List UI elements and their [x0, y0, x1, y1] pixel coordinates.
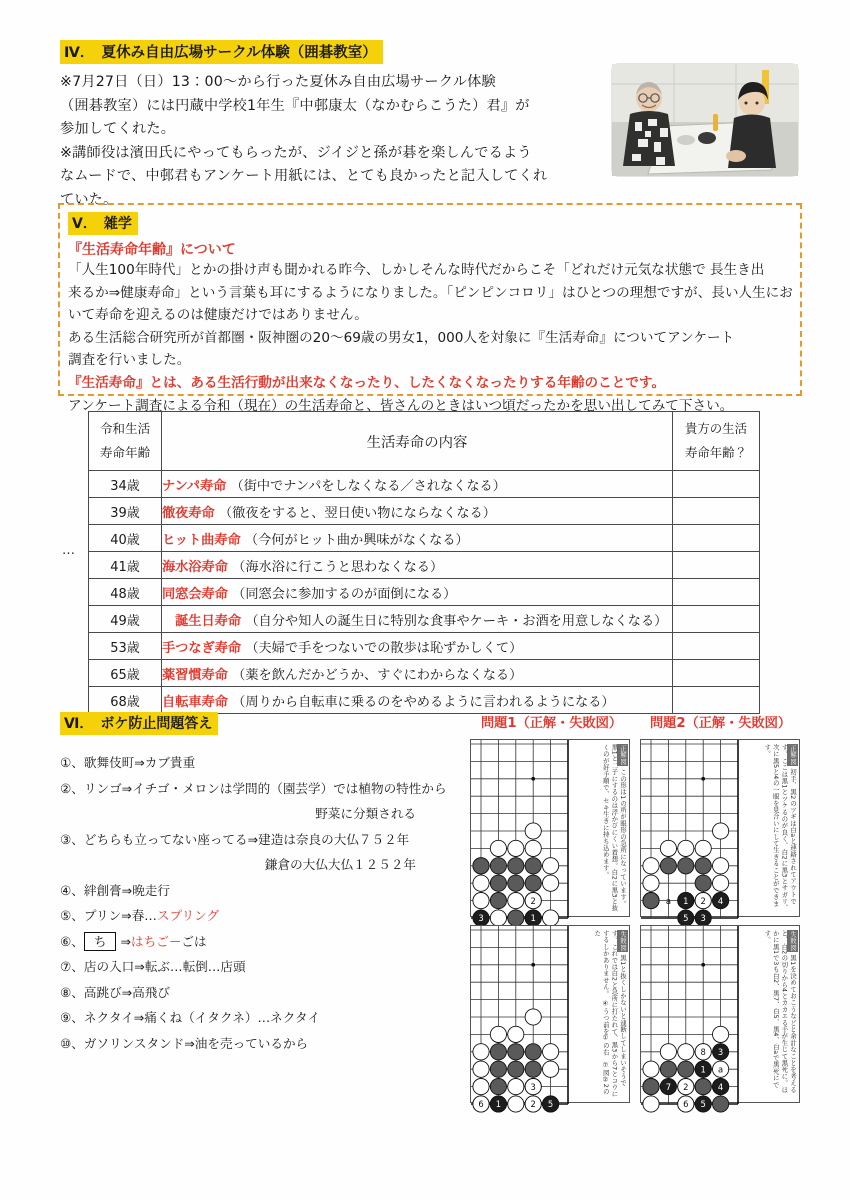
white-stone: [695, 840, 711, 856]
answer-text: ③、どちらも立ってない座ってる⇒建造は奈良の大仏７５２年: [60, 831, 410, 847]
answer-item: [60, 878, 470, 904]
black-stone: [525, 1044, 541, 1060]
white-stone: [508, 1096, 524, 1112]
white-stone: [508, 1026, 524, 1042]
go-figure-caption: [737, 742, 797, 914]
white-stone: [473, 1079, 489, 1095]
cell-content: [162, 525, 673, 552]
go-board-diagram: [641, 740, 745, 924]
white-stone: [508, 893, 524, 909]
header-yours-line1: 貴方の生活: [685, 421, 747, 436]
lifespan-term: 海水浴寿命: [162, 559, 228, 575]
white-stone: [490, 910, 506, 926]
black-stone: [490, 1044, 506, 1060]
white-stone: [678, 840, 694, 856]
white-stone: [713, 875, 729, 891]
answer-item: [60, 903, 470, 929]
cell-your-age[interactable]: [673, 579, 760, 606]
black-stone: [678, 858, 694, 874]
section-4-line: （囲碁教室）には円蔵中学校1年生『中邨康太（なかむらこうた）君』が: [60, 97, 530, 114]
answer-item: [60, 750, 470, 776]
go-figure-label: 失敗図: [789, 931, 796, 952]
white-stone: [643, 875, 659, 891]
black-stone: [525, 1061, 541, 1077]
lifespan-description: （夫婦で手をつないでの散歩は恥ずかしくて）: [241, 640, 523, 656]
stone-move-number: 1: [530, 913, 536, 924]
cell-your-age[interactable]: [673, 525, 760, 552]
answer-item: [60, 929, 470, 955]
white-stone: [543, 1061, 559, 1077]
white-stone: [543, 910, 559, 926]
go-figure-caption-text: この形は1の所が眼形の急所になっています。黒1と二子にするのは浮かびにくい着想。白2に黒3と抜くのが好手順で、セキ生きに持ち込めます。: [601, 744, 626, 912]
table-row: [89, 687, 760, 714]
go-figure-label: 正解図: [619, 745, 626, 766]
cell-content: [162, 660, 673, 687]
white-stone: [473, 875, 489, 891]
cell-content: [162, 633, 673, 660]
section-5-line: ある生活総合研究所が首都圏・阪神圏の20～69歳の男女1，000人を対象に『生活寿命』についてアンケート: [68, 329, 735, 346]
section-5: [58, 203, 802, 414]
white-stone: [490, 1026, 506, 1042]
black-stone: [490, 858, 506, 874]
table-row: [89, 579, 760, 606]
answer-text: ②、リンゴ⇒イチゴ・メロンは学問的（園芸学）では植物の特性から: [60, 780, 447, 796]
lifespan-term: 手つなぎ寿命: [162, 640, 242, 656]
table-left-marker: …: [62, 543, 77, 558]
black-stone: [490, 893, 506, 909]
lifespan-description: （街中でナンパをしなくなる／されなくなる）: [226, 478, 506, 494]
cell-your-age[interactable]: [673, 660, 760, 687]
answer-item: [60, 980, 470, 1006]
cell-your-age[interactable]: [673, 633, 760, 660]
black-stone: [525, 858, 541, 874]
table-row: [89, 552, 760, 579]
white-stone: [525, 1009, 541, 1025]
black-stone: [508, 875, 524, 891]
cell-age: 40歳: [89, 525, 162, 552]
black-stone: [508, 858, 524, 874]
section-4-heading-text: Ⅳ． 夏休み自由広場サークル体験（囲碁教室）: [60, 40, 383, 64]
white-stone: [508, 1079, 524, 1095]
go-figure: [470, 739, 630, 924]
go-figure-caption: [567, 742, 627, 914]
go-problem-2-heading: 問題2（正解・失敗図）: [649, 716, 792, 731]
stone-move-number: 7: [665, 1081, 672, 1092]
black-stone: [643, 1079, 659, 1095]
stone-move-number: 3: [700, 913, 706, 924]
header-yours: [673, 412, 760, 471]
table-body: [89, 471, 760, 714]
go-board-diagram: [641, 926, 745, 1110]
header-age-line1: 令和生活: [99, 421, 151, 436]
stone-move-number: 3: [717, 1047, 724, 1057]
lifespan-description: （自分や知人の誕生日に特別な食事やケーキ・お酒を用意しなくなる）: [241, 613, 668, 629]
go-figure-grid: [470, 739, 804, 1110]
header-yours-line2: 寿命年齢？: [685, 445, 747, 460]
stone-move-number: 5: [547, 1099, 554, 1110]
stone-move-number: 2: [683, 1081, 689, 1092]
stone-move-number: 2: [530, 1099, 536, 1110]
white-stone: [543, 858, 559, 874]
black-stone: [660, 1061, 676, 1077]
answer-tail: －ごは: [168, 933, 207, 949]
section-4-line: ていた。: [60, 191, 118, 208]
answer-item: [60, 1005, 470, 1031]
black-stone: [695, 1079, 711, 1095]
section-5-line: アンケート調査による令和（現在）の生活寿命と、皆さんのときはいつ頃だったかを思い出してみて下さい。: [68, 397, 734, 414]
lifespan-term: 徹夜寿命: [162, 505, 215, 521]
black-stone: [508, 1044, 524, 1060]
go-figure-caption-text: 初手、黒2のツギは白aと連絡されてアウトです。ここは黒1とツケるのが良く、白2に黒3とサガリ、次に黒5と4の一眼を見合いにして生きることができます。: [763, 744, 796, 912]
cell-age: 65歳: [89, 660, 162, 687]
cell-age: 68歳: [89, 687, 162, 714]
lifespan-description: （今何がヒット曲か興味がなくなる）: [240, 532, 469, 548]
go-figure-label: 正解図: [789, 745, 796, 766]
section-4-heading: [60, 40, 800, 64]
cell-your-age[interactable]: [673, 687, 760, 714]
lifespan-term: 誕生日寿命: [162, 613, 242, 629]
answer-item: [60, 954, 470, 980]
cell-your-age[interactable]: [673, 498, 760, 525]
go-figure: [640, 925, 800, 1110]
section-4-line: 参加してくれた。: [60, 121, 176, 137]
table-row: [89, 606, 760, 633]
answer-highlight: スプリング: [156, 908, 220, 923]
section-4-line: ※講師役は濱田氏にやってもらったが、ジイジと孫が碁を楽しんでるよう: [60, 144, 532, 161]
stone-move-number: 3: [478, 913, 484, 924]
cell-your-age[interactable]: [673, 606, 760, 633]
answer-text: ⑧、高跳び⇒高飛び: [60, 984, 170, 1000]
cell-content: [162, 471, 673, 498]
black-stone: [660, 858, 676, 874]
table-row: [89, 633, 760, 660]
white-stone: [473, 1061, 489, 1077]
white-stone: [643, 858, 659, 874]
go-problem-1-heading: 問題1（正解・失敗図）: [480, 716, 623, 731]
white-stone: [660, 1044, 676, 1060]
go-figure: [470, 925, 630, 1110]
board-letter-marker: a: [665, 895, 671, 906]
answer-continuation: 野菜に分類される: [315, 806, 416, 821]
go-board-diagram: [471, 926, 575, 1110]
cell-age: 48歳: [89, 579, 162, 606]
go-figure-caption: [737, 928, 797, 1100]
lifespan-term: 同窓会寿命: [162, 586, 228, 602]
lifespan-description: （薬を飲んだかどうか、すぐにわからなくなる）: [227, 667, 523, 683]
cell-age: 34歳: [89, 471, 162, 498]
white-stone: [473, 893, 489, 909]
answer-number: ⑤、プリン⇒春…: [60, 908, 157, 923]
table-row: [89, 525, 760, 552]
answer-text: ⑨、ネクタイ⇒痛くね（イタクネ）…ネクタイ: [60, 1010, 320, 1025]
stone-move-number: 2: [700, 895, 706, 906]
white-stone: [508, 840, 524, 856]
go-problem-headings: [474, 712, 804, 731]
answer-highlight: はちご: [131, 933, 169, 949]
answer-continuation: 鎌倉の大仏大仏１２５２年: [264, 857, 416, 872]
life-span-table: [88, 411, 760, 714]
photo-illustration: [612, 64, 798, 176]
section-5-line-emphasis: 『生活寿命』とは、ある生活行動が出来なくなったり、したくなくなったりする年齢のことです。: [68, 374, 666, 391]
go-figure-caption: [567, 928, 627, 1100]
section-4-line: なムードで、中邨君もアンケート用紙には、とても良かったと記入してくれ: [60, 168, 548, 184]
section-6: [60, 712, 470, 1056]
go-figure-caption-text: 黒1と抜くしかないと連断してしまいそうです。これでは白2と急所に打たれて、黒3から7とコウにするしかありません。 ④うつ前を①の右 ⑦図②2のた: [593, 930, 626, 1098]
black-stone: [525, 875, 541, 891]
answer-text: ①、歌舞伎町⇒カブ貴重: [60, 755, 196, 770]
white-stone: [643, 1061, 659, 1077]
igo-classroom-photo: [612, 64, 798, 176]
go-figure-label: 失敗図: [619, 931, 626, 952]
go-problems-area: [470, 712, 804, 1110]
black-stone: [713, 1096, 729, 1112]
white-stone: [543, 1044, 559, 1060]
white-stone: [713, 1026, 729, 1042]
white-stone: [678, 1044, 694, 1060]
white-stone: [543, 875, 559, 891]
lifespan-description: （海水浴に行こうと思わなくなる）: [227, 559, 444, 575]
black-stone: [490, 1079, 506, 1095]
white-stone: [525, 823, 541, 839]
white-stone: [525, 840, 541, 856]
answer-item: [60, 827, 470, 878]
stone-move-number: 6: [683, 1099, 689, 1110]
black-stone: [508, 910, 524, 926]
cell-your-age[interactable]: [673, 552, 760, 579]
cell-content: [162, 579, 673, 606]
white-stone: [713, 823, 729, 839]
cell-content: [162, 606, 673, 633]
go-figure-caption-text: 黒1を決めておこうなどと余計なことを考えると、白2の切りから4とカカエる手が生じて黒死に。ほかに黒1で3も白2、黒7、白5、黒4、白aで黒死にです。: [763, 930, 796, 1093]
black-stone: [678, 1061, 694, 1077]
section-5-heading: [68, 212, 790, 235]
stone-move-number: 5: [683, 913, 689, 924]
section-5-subtitle: 『生活寿命年齢』について: [68, 242, 236, 258]
cell-age: 39歳: [89, 498, 162, 525]
header-age: [89, 412, 162, 471]
stone-move-number: 3: [530, 1081, 536, 1092]
answer-number: ⑥、: [60, 933, 84, 949]
black-stone: [695, 875, 711, 891]
lifespan-term: ヒット曲寿命: [162, 532, 241, 548]
white-stone: [490, 840, 506, 856]
black-stone: [473, 858, 489, 874]
white-stone: [473, 1044, 489, 1060]
cell-age: 53歳: [89, 633, 162, 660]
section-5-line: いて寿命を迎えるのは健康だけではありません。: [68, 307, 368, 324]
header-content: 生活寿命の内容: [162, 412, 673, 471]
header-age-line2: 寿命年齢: [99, 445, 151, 460]
section-6-heading-text: Ⅵ． ボケ防止問題答え: [60, 712, 218, 735]
answer-item: [60, 1031, 470, 1057]
lifespan-term: ナンパ寿命: [162, 478, 227, 494]
cell-content: [162, 687, 673, 714]
black-stone: [490, 1061, 506, 1077]
stone-move-number: 1: [495, 1099, 502, 1110]
go-figure: [640, 739, 800, 924]
stone-move-number: 4: [717, 1081, 724, 1092]
white-stone: [643, 1096, 659, 1112]
cell-content: [162, 552, 673, 579]
cell-age: 49歳: [89, 606, 162, 633]
stone-move-number: 1: [700, 1064, 706, 1075]
cell-your-age[interactable]: [673, 471, 760, 498]
answer-text: ⑩、ガソリンスタンド⇒油を売っているから: [60, 1035, 309, 1051]
table-header-row: [89, 412, 760, 471]
answer-list: [60, 750, 470, 1056]
answer-item: [60, 776, 470, 827]
white-stone: [713, 858, 729, 874]
boxed-character: ち: [84, 932, 117, 951]
table-row: [89, 498, 760, 525]
cell-age: 41歳: [89, 552, 162, 579]
black-stone: [508, 1061, 524, 1077]
stone-move-number: 1: [683, 895, 689, 906]
section-4-line: ※7月27日（日）13：00～から行った夏休み自由広場サークル体験: [60, 74, 496, 90]
section-4-body: [60, 71, 620, 212]
black-stone: [643, 893, 659, 909]
lifespan-description: （徹夜をすると、翌日使い物にならなくなる）: [214, 505, 496, 521]
table-row: [89, 471, 760, 498]
black-stone: [695, 858, 711, 874]
black-stone: [490, 875, 506, 891]
table-row: [89, 660, 760, 687]
stone-move-number: 2: [530, 895, 536, 906]
answer-arrow: ⇒: [116, 933, 132, 949]
section-5-line: 調査を行いました。: [68, 352, 191, 369]
section-5-line: 「人生100年時代」とかの掛け声も聞かれる昨今、しかしそんな時代だからこそ「どれだけ元気な状態で 長生き出: [68, 262, 765, 278]
lifespan-description: （周りから自転車に乗るのをやめるように言われるようになる）: [227, 694, 615, 710]
section-6-heading: [60, 712, 470, 735]
stone-move-number: 5: [700, 1099, 706, 1110]
board-letter-marker: a: [718, 1064, 724, 1075]
lifespan-term: 薬習慣寿命: [162, 667, 228, 683]
answer-text: ⑦、店の入口⇒転ぶ…転倒…店頭: [60, 959, 246, 974]
go-board-diagram: [471, 740, 575, 924]
cell-content: [162, 498, 673, 525]
answer-text: ④、絆創膏⇒晩走行: [60, 882, 170, 898]
white-stone: [660, 840, 676, 856]
stone-move-number: 6: [478, 1099, 484, 1110]
lifespan-term: 自転車寿命: [162, 694, 228, 710]
stone-move-number: 8: [700, 1047, 706, 1057]
section-5-heading-text: Ⅴ． 雑学: [68, 212, 138, 235]
stone-move-number: 4: [717, 895, 724, 906]
lifespan-description: （同窓会に参加するのが面倒になる）: [227, 586, 457, 602]
section-5-line: 来るか⇒健康寿命」という言葉も耳にするようになりました。「ピンピンコロリ」はひとつの理想ですが、長い人生にお: [68, 284, 793, 301]
